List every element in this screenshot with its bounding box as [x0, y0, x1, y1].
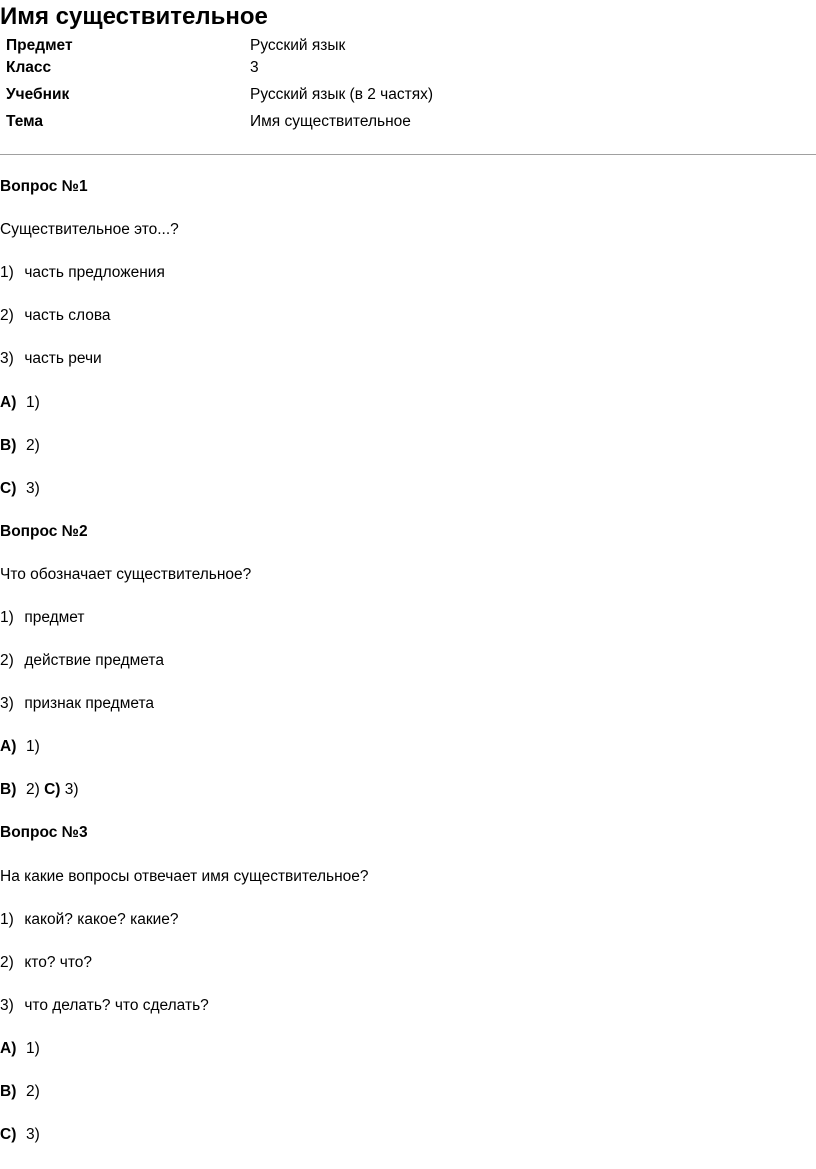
meta-row-textbook [6, 84, 786, 106]
header-divider [0, 154, 816, 155]
meta-row-subject [6, 35, 786, 57]
question-3-option-1 [0, 909, 179, 931]
option-number: 1) [0, 264, 14, 281]
question-1-answer-b [0, 435, 40, 457]
answer-letter: C) [0, 480, 17, 497]
question-1-option-1 [0, 262, 165, 284]
question-3-title: Вопрос №3 [0, 824, 88, 841]
meta-topic-value: Имя существительное [250, 113, 411, 130]
question-3-option-2 [0, 952, 92, 974]
meta-textbook-value: Русский язык (в 2 частях) [250, 86, 434, 103]
option-text: предмет [24, 609, 85, 626]
answer-value: 3) [64, 781, 79, 798]
option-text: признак предмета [24, 695, 155, 712]
option-text: кто? что? [24, 954, 92, 971]
option-text: часть речи [24, 350, 102, 367]
question-2-title: Вопрос №2 [0, 523, 88, 540]
answer-letter: A) [0, 1040, 17, 1057]
question-1-option-3 [0, 348, 102, 370]
option-number: 2) [0, 307, 14, 324]
answer-letter: A) [0, 738, 17, 755]
answer-value: 1) [26, 738, 40, 755]
question-1-option-2 [0, 305, 111, 327]
option-number: 3) [0, 997, 14, 1014]
answer-letter: C) [44, 781, 61, 798]
answer-value: 2) [26, 1083, 40, 1100]
question-3-answer-a [0, 1038, 40, 1060]
meta-topic-label: Тема [6, 113, 43, 130]
answer-value: 3) [26, 1126, 40, 1143]
question-1-answer-c [0, 478, 40, 500]
option-number: 1) [0, 911, 14, 928]
option-text: действие предмета [24, 652, 164, 669]
meta-row-grade [6, 57, 786, 79]
meta-subject-value: Русский язык [250, 37, 346, 54]
meta-textbook-label: Учебник [6, 86, 70, 103]
answer-value: 2) [26, 781, 40, 798]
question-2-answer-b-c [0, 779, 79, 801]
option-number: 1) [0, 609, 14, 626]
option-text: что делать? что сделать? [24, 997, 209, 1014]
meta-grade-value: 3 [250, 59, 259, 76]
option-number: 2) [0, 652, 14, 669]
answer-value: 3) [26, 480, 40, 497]
question-2-option-3 [0, 693, 154, 715]
question-1-title: Вопрос №1 [0, 178, 88, 195]
answer-letter: A) [0, 394, 17, 411]
option-text: часть слова [24, 307, 111, 324]
answer-letter: C) [0, 1126, 17, 1143]
question-2-option-2 [0, 650, 164, 672]
answer-value: 1) [26, 1040, 40, 1057]
question-1-text: Существительное это...? [0, 221, 179, 238]
option-text: часть предложения [24, 264, 165, 281]
question-2-text: Что обозначает существительное? [0, 566, 252, 583]
answer-letter: B) [0, 781, 17, 798]
answer-letter: B) [0, 1083, 17, 1100]
meta-grade-label: Класс [6, 59, 52, 76]
question-3-text: На какие вопросы отвечает имя существительное? [0, 868, 369, 885]
answer-letter: B) [0, 437, 17, 454]
meta-row-topic [6, 111, 786, 133]
option-number: 3) [0, 695, 14, 712]
option-number: 2) [0, 954, 14, 971]
question-2-answer-a [0, 736, 40, 758]
question-3-option-3 [0, 995, 209, 1017]
question-1-answer-a [0, 392, 40, 414]
page-title: Имя существительное [0, 3, 268, 30]
question-2-option-1 [0, 607, 85, 629]
meta-subject-label: Предмет [6, 37, 73, 54]
question-3-answer-b [0, 1081, 40, 1103]
answer-value: 2) [26, 437, 40, 454]
option-text: какой? какое? какие? [24, 911, 179, 928]
answer-value: 1) [26, 394, 40, 411]
question-3-answer-c [0, 1124, 40, 1146]
option-number: 3) [0, 350, 14, 367]
